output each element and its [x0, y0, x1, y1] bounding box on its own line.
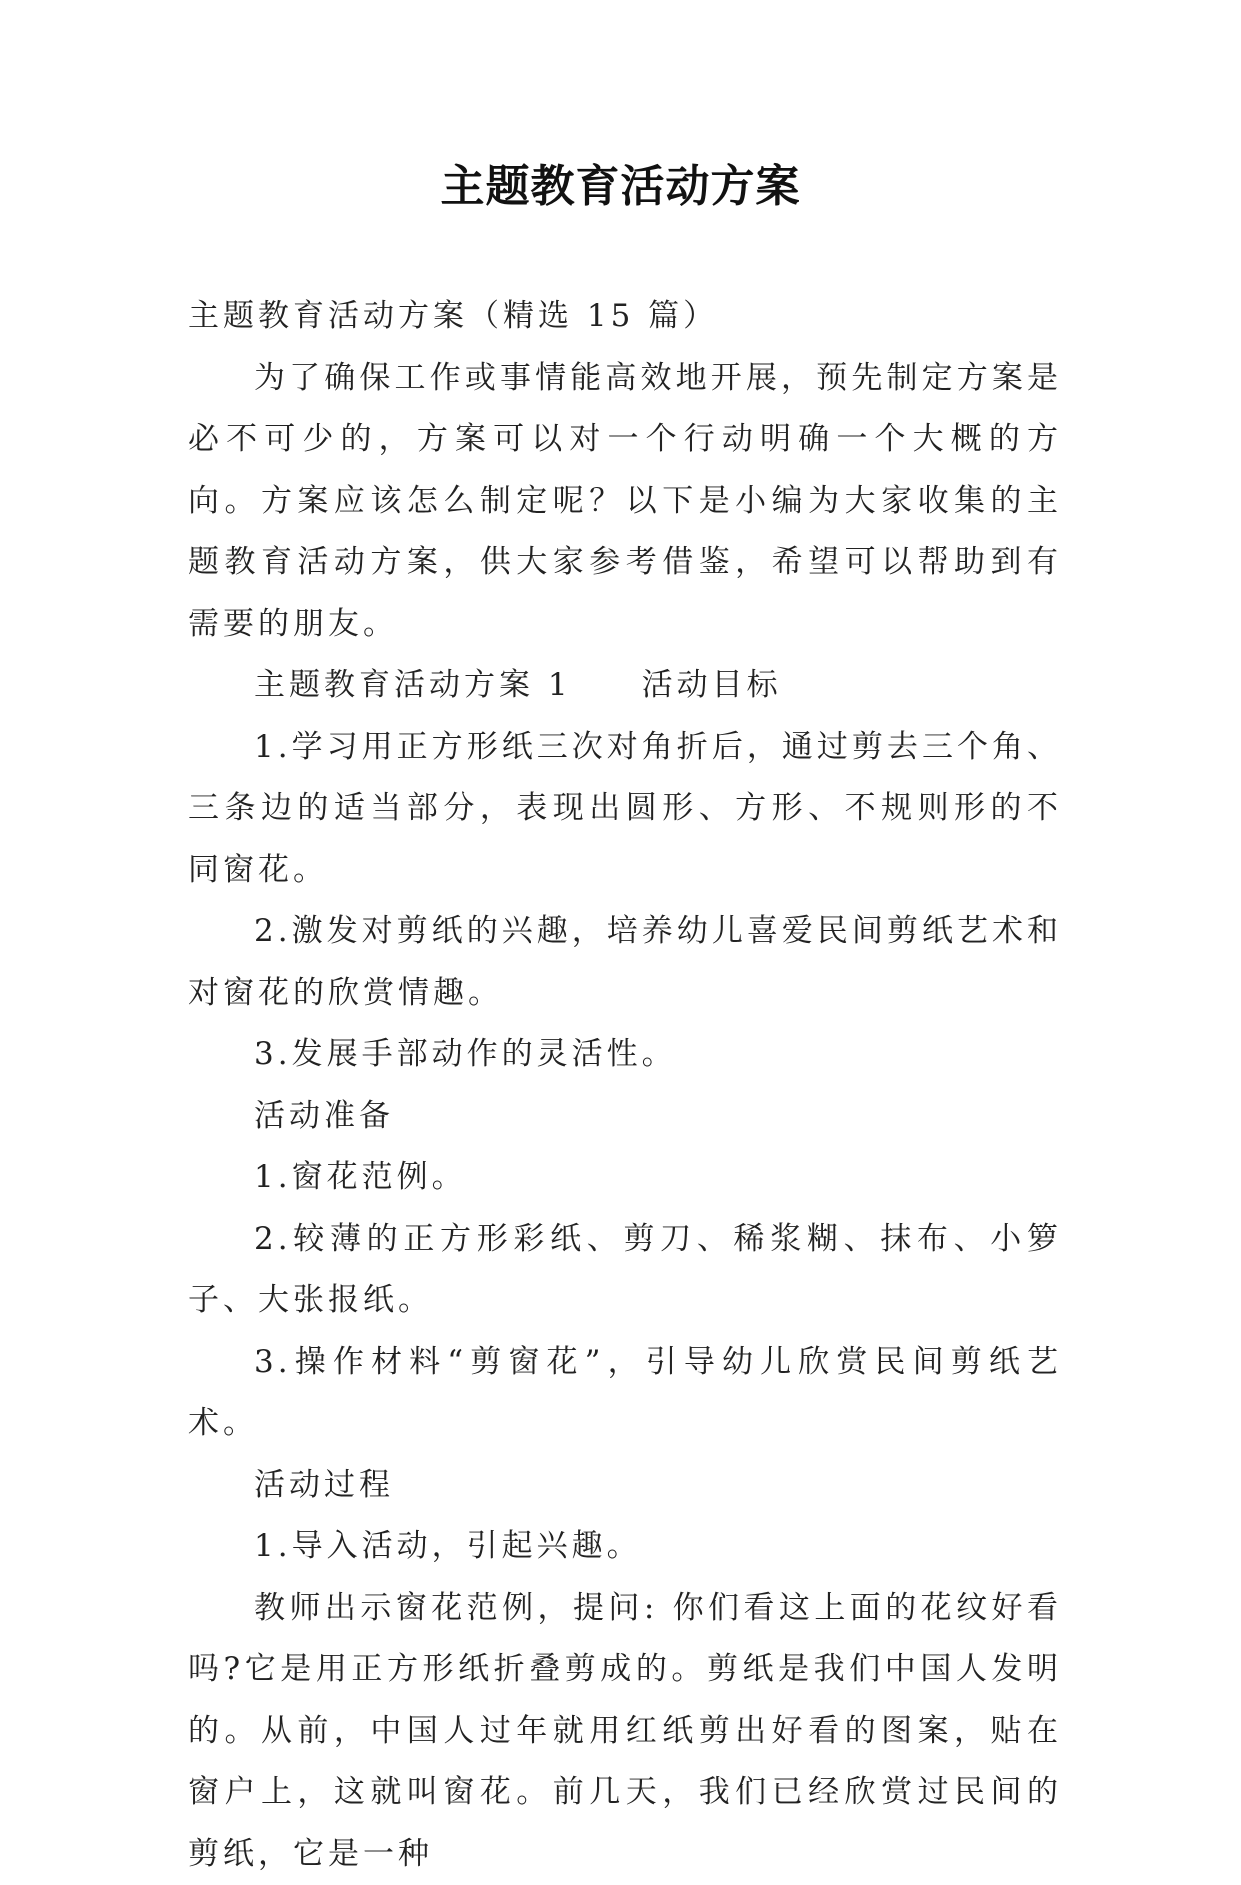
process-paragraph: 教师出示窗花范例，提问: 你们看这上面的花纹好看吗?它是用正方形纸折叠剪成的。剪纸是我们中国人发明的。从前，中国人过年就用红纸剪出好看的图案，贴在窗户上，这就叫窗花。前几天，我们已经欣赏过民间的剪纸，它是一种	[188, 1578, 1062, 1885]
document-title: 主题教育活动方案	[0, 150, 1241, 214]
intro-paragraph: 为了确保工作或事情能高效地开展，预先制定方案是必不可少的，方案可以对一个行动明确一个大概的方向。方案应该怎么制定呢？以下是小编为大家收集的主题教育活动方案，供大家参考借鉴，希望可以帮助到有需要的朋友。	[188, 348, 1062, 656]
section-heading-line	[188, 655, 1062, 717]
goal-item: 3.发展手部动作的灵活性。	[188, 1024, 1062, 1086]
prep-item: 2.较薄的正方形彩纸、剪刀、稀浆糊、抹布、小箩子、大张报纸。	[188, 1209, 1062, 1332]
goal-heading: 活动目标	[642, 667, 782, 703]
prep-item: 3.操作材料“剪窗花”，引导幼儿欣赏民间剪纸艺术。	[188, 1332, 1062, 1455]
section1-heading: 主题教育活动方案 1	[254, 667, 572, 703]
prep-heading: 活动准备	[188, 1086, 1062, 1148]
document-subtitle: 主题教育活动方案（精选 15 篇）	[188, 286, 1062, 348]
process-heading: 活动过程	[188, 1455, 1062, 1517]
prep-item: 1.窗花范例。	[188, 1147, 1062, 1209]
goal-item: 2.激发对剪纸的兴趣，培养幼儿喜爱民间剪纸艺术和对窗花的欣赏情趣。	[188, 901, 1062, 1024]
goal-item: 1.学习用正方形纸三次对角折后，通过剪去三个角、三条边的适当部分，表现出圆形、方形、不规则形的不同窗花。	[188, 717, 1062, 902]
document-body	[188, 286, 1062, 1885]
process-item: 1.导入活动，引起兴趣。	[188, 1516, 1062, 1578]
